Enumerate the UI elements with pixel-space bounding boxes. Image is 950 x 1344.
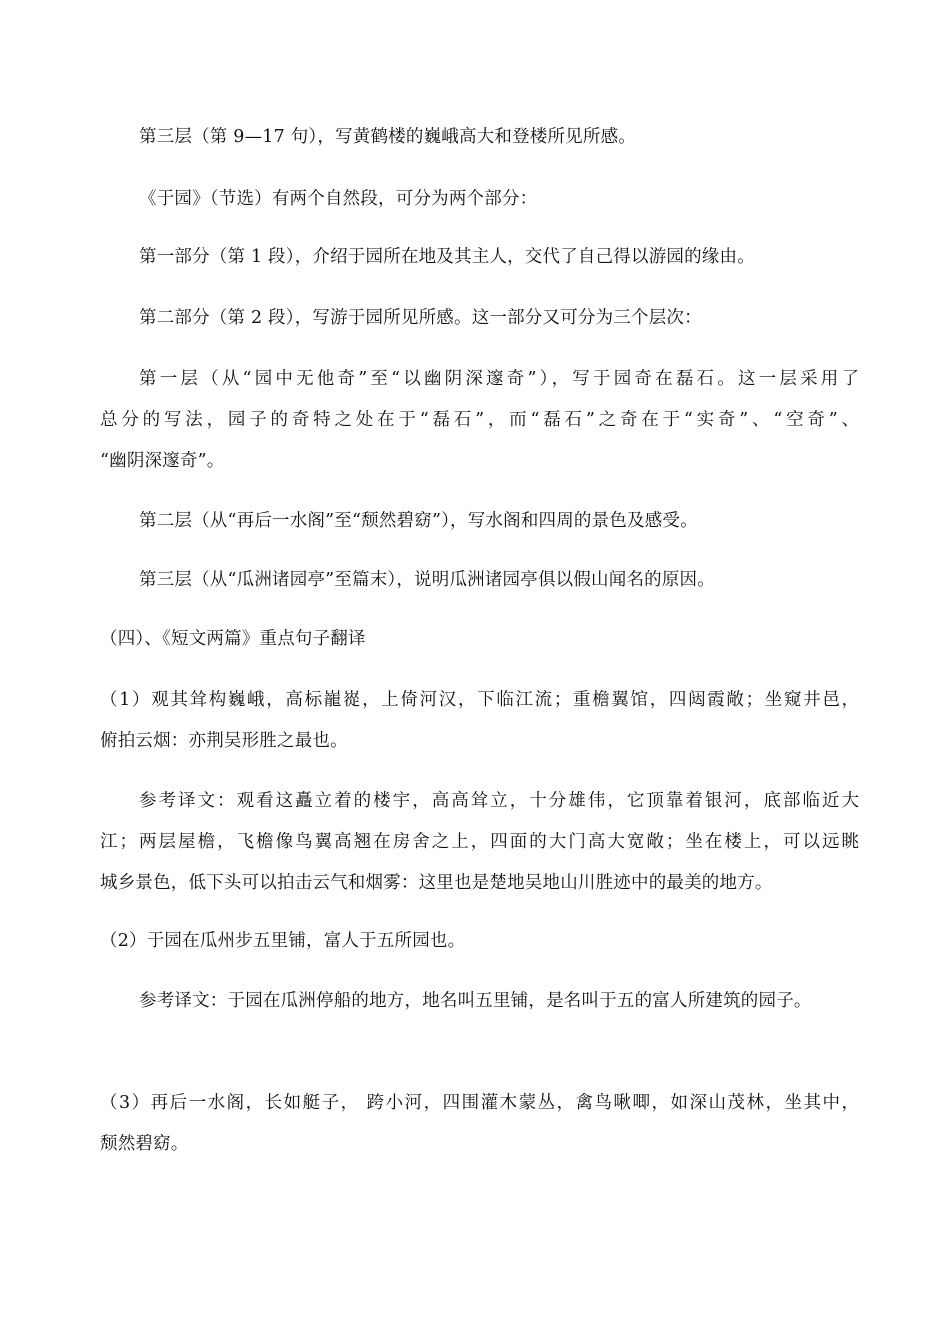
paragraph-layer-one-line-2: 总分的写法，园子的奇特之处在于“磊石”，而“磊石”之奇在于“实奇”、“空奇”、 [100,410,859,430]
sentence-three-line-1: （3）再后一水阁，长如艇子， 跨小河，四围灌木蒙丛，禽鸟啾唧，如深山茂林，坐其中， [100,1093,859,1113]
sentence-three-line-2: 颓然碧窈。 [100,1134,189,1154]
paragraph-yuyuan-structure: 《于园》（节选）有两个自然段，可分为两个部分： [139,189,538,209]
sentence-one-line-2: 俯拍云烟：亦荆吴形胜之最也。 [100,731,348,751]
paragraph-layer-three-gardens: 第三层（从“瓜洲诸园亭”至篇末），说明瓜洲诸园亭俱以假山闻名的原因。 [139,570,715,590]
translation-one-line-1: 参考译文：观看这矗立着的楼宇，高高耸立，十分雄伟，它顶靠着银河，底部临近大 [139,791,859,811]
paragraph-layer-one-line-1: 第一层（从“园中无他奇”至“以幽阴深邃奇”），写于园奇在磊石。这一层采用了 [139,369,859,389]
translation-two: 参考译文：于园在瓜洲停船的地方，地名叫五里铺，是名叫于五的富人所建筑的园子。 [139,991,812,1011]
translation-one-line-2: 江；两层屋檐，飞檐像鸟翼高翘在房舍之上，四面的大门高大宽敞；坐在楼上，可以远眺 [100,832,859,852]
paragraph-layer-one-line-3: “幽阴深邃奇”。 [100,451,225,471]
sentence-one-line-1: （1）观其耸构巍峨，高标巃嵸，上倚河汉，下临江流；重檐翼馆，四闼霞敞；坐窥井邑， [100,690,859,710]
sentence-two: （2）于园在瓜州步五里铺，富人于五所园也。 [100,931,466,951]
translation-one-line-3: 城乡景色，低下头可以拍击云气和烟雾：这里也是楚地吴地山川胜迹中的最美的地方。 [100,873,773,893]
paragraph-part-two: 第二部分（第 2 段），写游于园所见所感。这一部分又可分为三个层次： [139,308,702,328]
paragraph-layer-two: 第二层（从“再后一水阁”至“颓然碧窈”），写水阁和四周的景色及感受。 [139,511,698,531]
paragraph-part-one: 第一部分（第 1 段），介绍于园所在地及其主人，交代了自己得以游园的缘由。 [139,247,755,267]
paragraph-layer-three-yellow-crane: 第三层（第 9—17 句），写黄鹤楼的巍峨高大和登楼所见所感。 [139,127,636,147]
section-heading: （四）、《短文两篇》重点句子翻译 [100,629,366,649]
